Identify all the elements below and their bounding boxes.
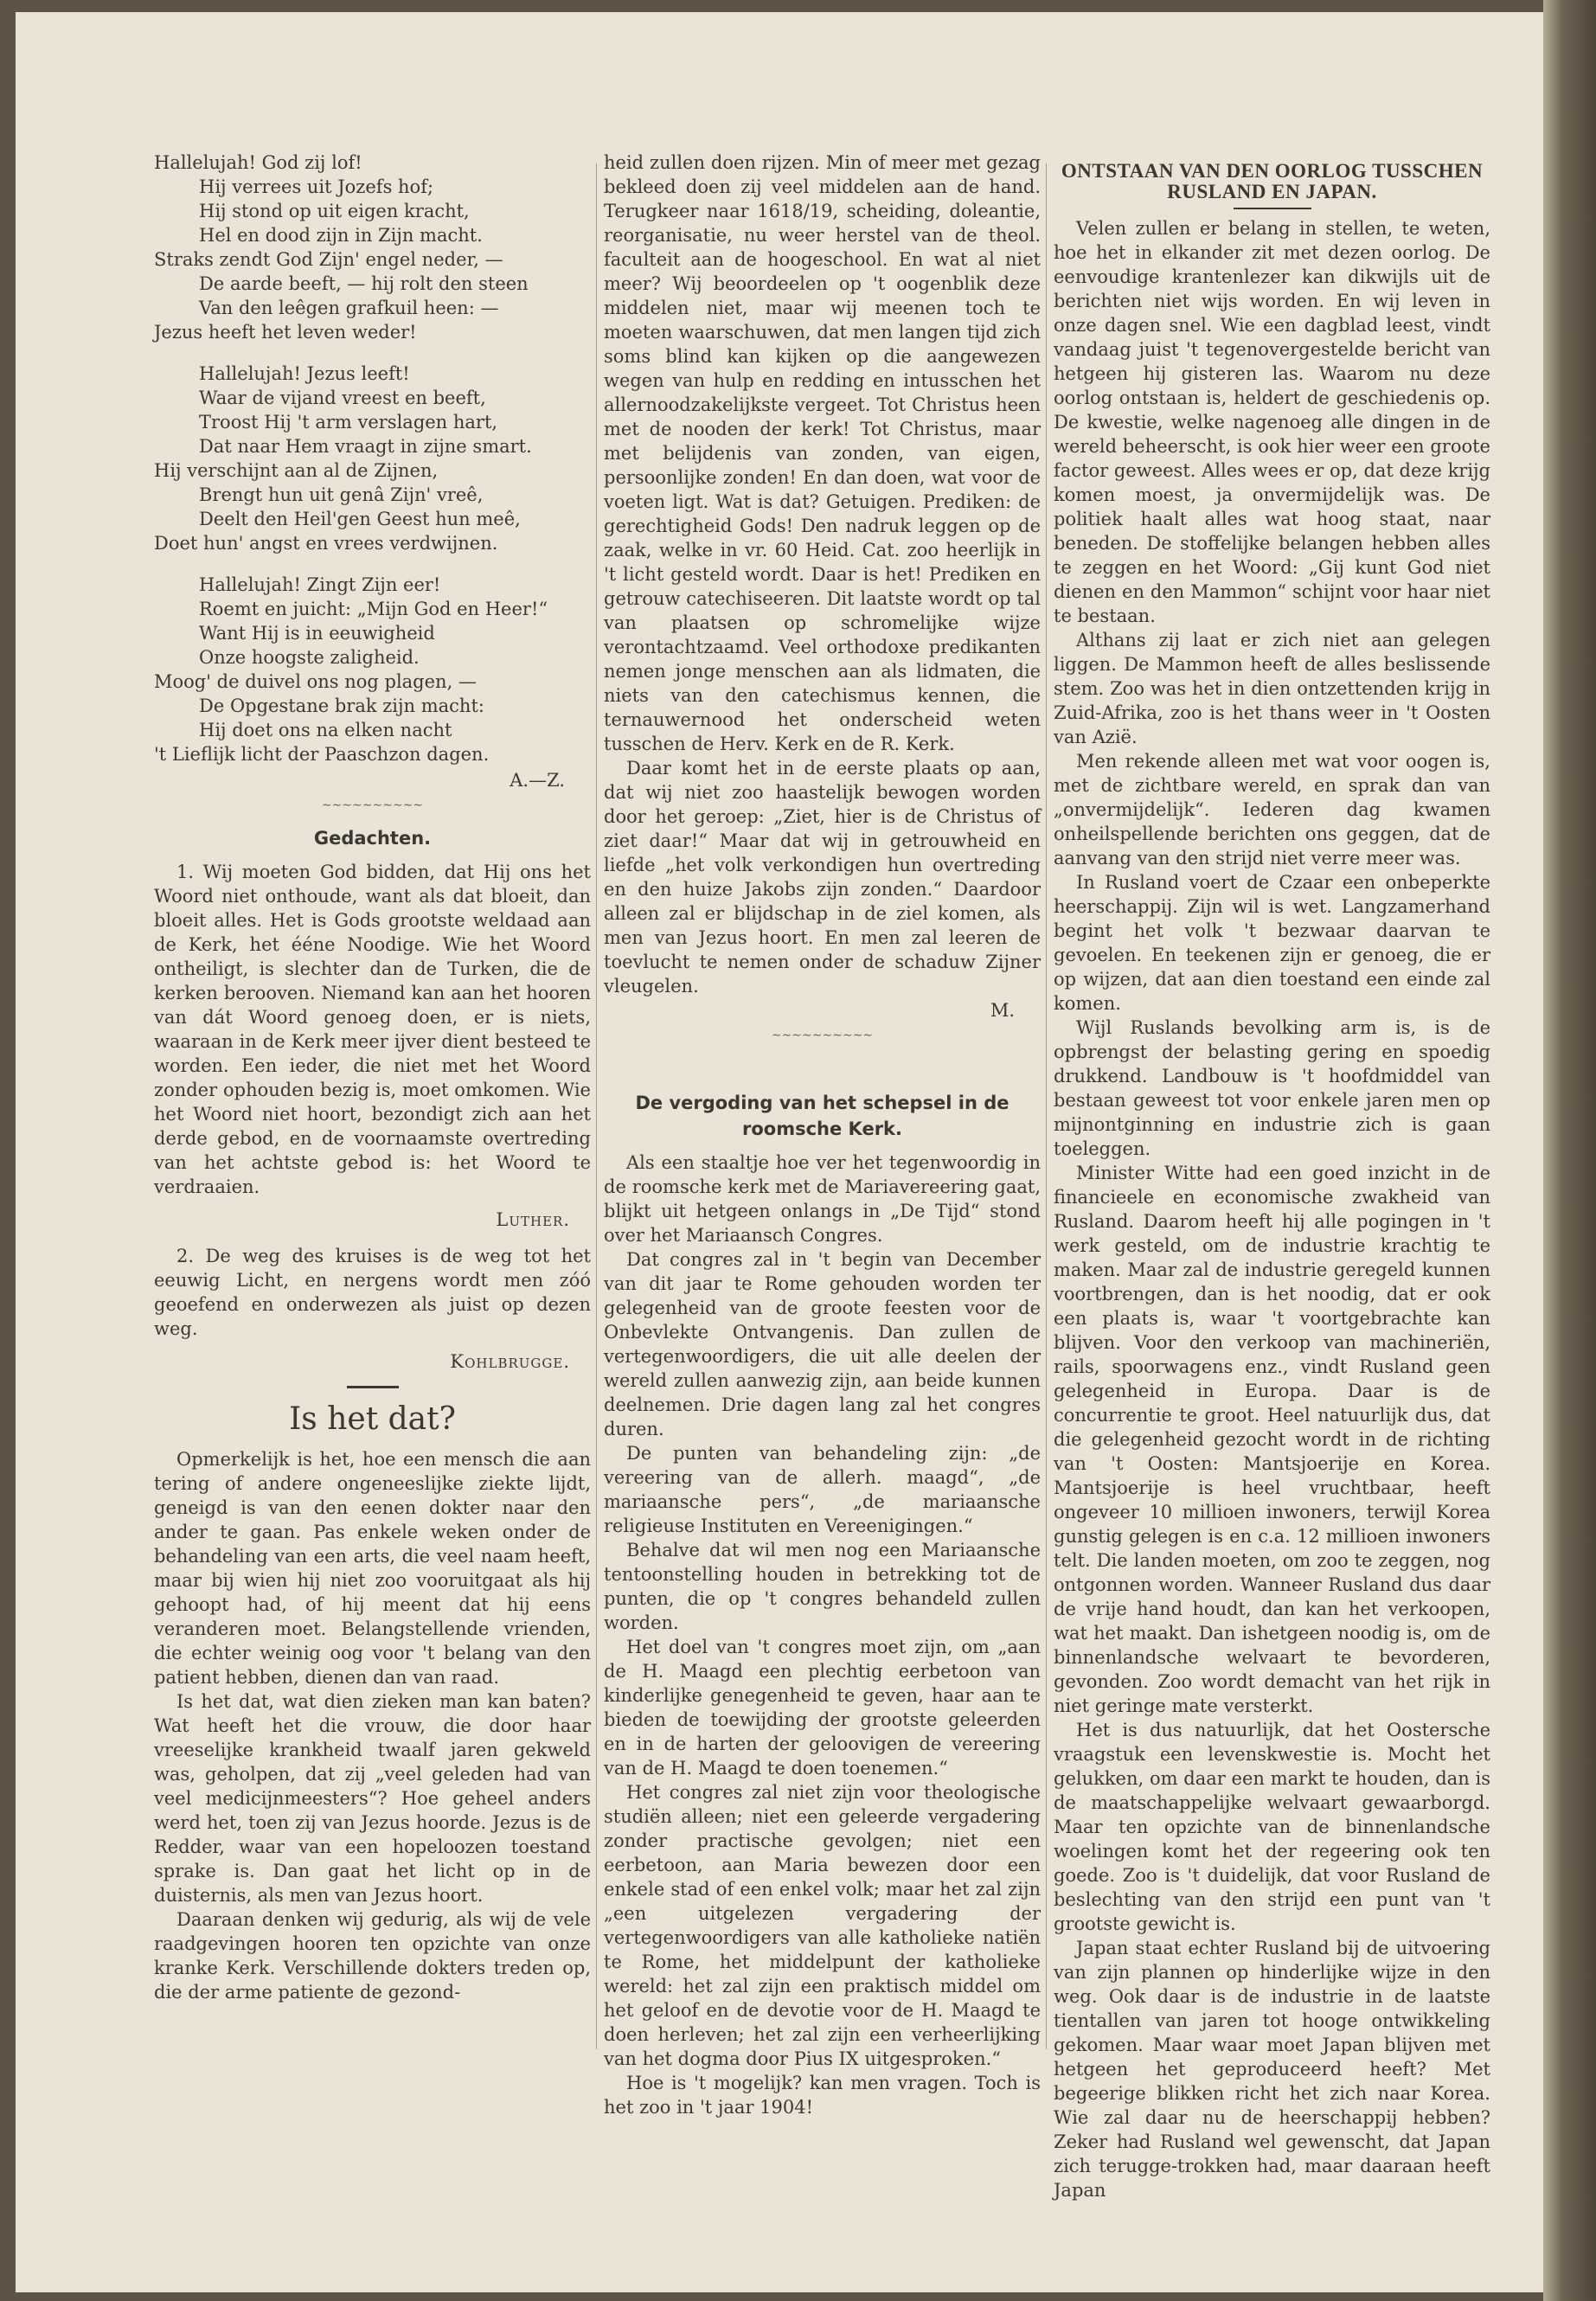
gedachten-1-signature: Luther. (496, 1209, 570, 1230)
is-het-dat-paragraph-1: Opmerkelijk is het, hoe een mensch die aan tering of andere ongeneeslijke ziekte lijdt, geneigd is van den eenen dokter naar den ander te gaan. Pas enkele weken onder de behandeling van een arts, die veel naam heeft, maar bij wien hij niet zoo vooruitgaat als hij gehoopt had, of hij meent dat hij eens veranderen moet. Belangstellende vrienden, die echter weinig oog voor 't belang van den patient hebben, dienen dan van raad. (154, 1449, 591, 1688)
poem-stanza-3 (154, 573, 591, 766)
poem-line: Roemt en juicht: „Mijn God en Heer!“ (199, 599, 548, 619)
binding-spine (1543, 0, 1596, 2301)
ornament-divider: ∼∼∼∼∼∼∼∼∼∼ (771, 1029, 874, 1042)
poem-line: Hij stond op uit eigen kracht, (199, 201, 470, 221)
oorlog-paragraph-8: Japan staat echter Rusland bij de uitvoering van zijn plannen op hinderlijke wijze in den weg. Ook daar is de industrie in de laatste tientallen van jaren tot hooge ontwikkeling gekomen. Maar waar moet Japan blijven met hetgeen het geproduceerd heeft? Met begeerige blikken richt het zich naar Korea. Wie zal daar nu de heerschappij hebben? Zeker had Rusland wel gewenscht, dat Japan zich terugge-trokken had, maar daaraan heeft Japan (1054, 1938, 1490, 2201)
poem-line: Hallelujah! Jezus leeft! (199, 363, 410, 384)
oorlog-paragraph-2: Althans zij laat er zich niet aan gelegen liggen. De Mammon heeft de alles beslissende stem. Zoo was het in dien ontzettenden krijg in Zuid-Afrika, zoo is het thans weer in 't Oosten van Azië. (1054, 630, 1490, 747)
gedachten-item-1: 1. Wij moeten God bidden, dat Hij ons het Woord niet onthoude, want als dat bloeit, dan bloeit alles. Het is Gods grootste weldaad aan de Kerk, het ééne Noodige. Wie het Woord ontheiligt, is slechter dan de Turken, die de kerken berooven. Niemand kan aan het hooren van dát Woord genoeg doen, er is niets, waaraan in de Kerk meer ijver dient besteed te worden. Een ieder, die niet met het Woord zonder ophouden bezig is, moet omkomen. Wie het Woord niet hoort, bezondigt zich aan het derde gebod, en de voornaamste overtreding van het achtste gebod is: het Woord te verdraaien. (154, 862, 591, 1197)
gedachten-2-signature: Kohlbrugge. (450, 1351, 570, 1372)
poem-line: Hel en dood zijn in Zijn macht. (199, 225, 483, 246)
poem-line: Hallelujah! God zij lof! (154, 152, 362, 173)
column-rule (1046, 163, 1047, 2049)
vergoding-paragraph-5: Het doel van 't congres moet zijn, om „aan de H. Maagd een plechtig eerbetoon van kinderlijke genegenheid te geven, haar aan te bieden de toewijding der grootste geleerden en in de harten der geloovigen de vereering van de H. Maagd te doen toenemen.“ (604, 1637, 1041, 1779)
poem-line: Hij doet ons na elken nacht (199, 720, 452, 740)
oorlog-paragraph-5: Wijl Ruslands bevolking arm is, is de opbrengst der belasting gering en spoedig drukkend. Landbouw is 't hoofdmiddel van bestaan geweest tot voor enkele jaren men op mijnontginning en industrie zich is gaan toeleggen. (1054, 1017, 1490, 1159)
gedachten-item-2: 2. De weg des kruises is de weg tot het eeuwig Licht, en nergens wordt men zóó geoefend en onderwezen als juist op dezen weg. (154, 1246, 591, 1339)
poem-line: Onze hoogste zaligheid. (199, 647, 420, 668)
heading-underline (1234, 208, 1311, 209)
column-3 (1054, 151, 1490, 2202)
oorlog-heading: ONTSTAAN VAN DEN OORLOG TUSSCHEN RUSLAND EN JAPAN. (1061, 160, 1484, 202)
poem-stanza-1 (154, 151, 591, 344)
oorlog-paragraph-4: In Rusland voert de Czaar een onbeperkte heerschappij. Zijn wil is wet. Langzamerhand begint het volk 't bezwaar daarvan te gevoelen. En teekenen zijn er genoeg, die er op wijzen, dat aan dien toestand een einde zal komen. (1054, 872, 1490, 1014)
oorlog-paragraph-6: Minister Witte had een goed inzicht in de financieele en economische zwakheid van Rusland. Daarom heeft hij alle pogingen in 't werk gesteld, om de industrie krachtig te maken. Maar zal de industrie geregeld kunnen voortbrengen, dan is het noodig, dat er ook een plaats is, waar 't voortgebrachte kan blijven. Voor den verkoop van machineriën, rails, spoorwagens enz., vindt Rusland geen gelegenheid in Europa. Daar is de concurrentie te groot. Heel natuurlijk dus, dat die gelegenheid gezocht wordt in de richting van 't Oosten: Mantsjoerije en Korea. Mantsjoerije is heel vruchtbaar, heeft ongeveer 10 millioen inwoners, terwijl Korea gunstig gelegen is en c.a. 12 millioen inwoners telt. Die landen moeten, om zoo te zeggen, nog ontgonnen worden. Wanneer Rusland dus daar de vrije hand houdt, dan kan het verkoopen, wat het maakt. Dan ishetgeen noodig is, om de binnenlandsche welvaart te bevorderen, gevonden. Zoo wordt demacht van het rijk in niet geringe mate versterkt. (1054, 1163, 1490, 1716)
section-divider (347, 1386, 399, 1388)
column-rule (596, 163, 597, 2049)
vergoding-paragraph-6: Het congres zal niet zijn voor theologische studiën alleen; niet een geleerde vergadering zonder practische gevolgen; niet een eerbetoon, aan Maria bewezen door een enkele stad of een enkel volk; maar het zal zijn „een uitgelezen vergadering der vertegenwoordigers van alle katholieke natiën te Rome, het middelpunt der katholieke wereld: het zal zijn een praktisch middel om het geloof en de devotie voor de H. Maagd te doen herleven; het zal zijn een verheerlijking van het dogma door Pius IX uitgesproken.“ (604, 1782, 1041, 2069)
is-het-dat-paragraph-3: Daaraan denken wij gedurig, als wij de vele raadgevingen hooren ten opzichte van onze kranke Kerk. Verschillende dokters treden op, die der arme patiente de gezond- (154, 1909, 591, 2003)
vergoding-paragraph-4: Behalve dat wil men nog een Mariaansche tentoonstelling houden in betrekking tot de punten, die op 't congres behandeld zullen worden. (604, 1540, 1041, 1633)
is-het-dat-heading: Is het dat? (289, 1401, 456, 1437)
poem-line: Hij verrees uit Jozefs hof; (199, 176, 434, 197)
poem-line: Van den leêgen grafkuil heen: — (199, 298, 499, 318)
poem-line: Troost Hij 't arm verslagen hart, (199, 412, 498, 433)
continued-paragraph-2: Daar komt het in de eerste plaats op aan, dat wij niet zoo haastelijk bewogen worden door het geroep: „Ziet, hier is de Christus of ziet daar!“ Maar dat wij in getrouwheid en liefde „het volk verkondigen hun overtreding en den huize Jakobs zijn zonden.“ Daardoor alleen zal er blijdschap in de ziel komen, als men van Jezus hoort. En men zal leeren de toevlucht te nemen onder de schaduw Zijner vleugelen. (604, 758, 1041, 997)
ornament-divider: ∼∼∼∼∼∼∼∼∼∼ (321, 798, 424, 812)
poem-line: Dat naar Hem vraagt in zijne smart. (199, 436, 532, 457)
vergoding-paragraph-3: De punten van behandeling zijn: „de vereering van de allerh. maagd“, „de mariaansche pers“, „de mariaansche religieuse Instituten en Vereenigingen.“ (604, 1443, 1041, 1536)
poem-line: Doet hun' angst en vrees verdwijnen. (154, 533, 498, 554)
poem-line: Want Hij is in eeuwigheid (199, 623, 435, 644)
continued-paragraph-1: heid zullen doen rijzen. Min of meer met gezag bekleed doen zij veel middelen aan de hand. Terugkeer naar 1618/19, scheiding, doleantie, reorganisatie, nu weer herstel van de theol. faculteit aan de hoogeschool. En wat al niet meer? Wij beoordeelen op 't oogenblik deze middelen niet, maar wij meenen toch te moeten waarschuwen, dat men langen tijd zich soms blind kan kijken op die aangewezen wegen van hulp en redding en intusschen het allernoodzakelijkste vergeet. Tot Christus heen met de nooden der kerk! Tot Christus, maar met belijdenis van zonden, van eigen, persoonlijke zonden! En dan doen, wat voor de voeten ligt. Wat is dat? Getuigen. Prediken: de gerechtigheid Gods! Den nadruk leggen op de zaak, welke in vr. 60 Heid. Cat. zoo heerlijk in 't licht gesteld wordt. Daar is het! Prediken en getrouw catechiseeren. Dit laatste wordt op tal van plaatsen op schromelijke wijze verontachtzaamd. Veel orthodoxe predikanten nemen jonge menschen aan als lidmaten, die niets van den catechismus kennen, die ternauwernood het onderscheid weten tusschen de Herv. Kerk en de R. Kerk. (604, 152, 1041, 754)
vergoding-paragraph-1: Als een staaltje hoe ver het tegenwoordig in de roomsche kerk met de Mariavereering gaat, blijkt uit hetgeen onlangs in „De Tijd“ stond over het Mariaansch Congres. (604, 1152, 1041, 1246)
poem-line: Hallelujah! Zingt Zijn eer! (199, 574, 441, 595)
continued-signature: M. (990, 1000, 1015, 1021)
gedachten-heading: Gedachten. (313, 828, 432, 849)
vergoding-paragraph-7: Hoe is 't mogelijk? kan men vragen. Toch is het zoo in 't jaar 1904! (604, 2073, 1041, 2118)
poem-line: De aarde beeft, — hij rolt den steen (199, 273, 529, 294)
poem-line: Brengt hun uit genâ Zijn' vreê, (199, 484, 484, 505)
poem-line: Jezus heeft het leven weder! (154, 322, 417, 343)
column-1 (154, 151, 591, 2004)
poem-line: De Opgestane brak zijn macht: (199, 695, 484, 716)
poem-line: Deelt den Heil'gen Geest hun meê, (199, 509, 521, 529)
oorlog-paragraph-3: Men rekende alleen met wat voor oogen is, met de zichtbare wereld, en sprak dan van „onvermijdelijk“. Iederen dag kwamen onheilspellende berichten ons geggen, dat de aanvang van den strijd niet verre meer was. (1054, 751, 1490, 868)
newspaper-page (16, 12, 1543, 2292)
column-2 (604, 151, 1041, 2119)
poem-stanza-2 (154, 362, 591, 555)
poem-line: Hij verschijnt aan al de Zijnen, (154, 460, 439, 481)
oorlog-paragraph-7: Het is dus natuurlijk, dat het Oostersche vraagstuk een levenskwestie is. Mocht het gelukken, om daar een markt te houden, dan is de maatschappelijke welvaart gewaarborgd. Maar ten opzichte van de binnenlandsche woelingen komt het der regeering ook ten goede. Zoo is 't duidelijk, dat voor Rusland de beslechting van den strijd een punt van 't grootste gewicht is. (1054, 1720, 1490, 1934)
oorlog-paragraph-1: Velen zullen er belang in stellen, te weten, hoe het in elkander zit met dezen oorlog. De eenvoudige krantenlezer kan dikwijls uit de berichten niet wijs worden. En wij leven in onze dagen snel. Wie een dagblad leest, vindt vandaag juist 't tegenovergestelde bericht van hetgeen hij gisteren las. Waarom nu deze oorlog ontstaan is, heldert de geschiedenis op. De kwestie, welke nagenoeg alle dingen in de wereld beheerscht, is ook hier weer een groote factor geweest. Alles wees er op, dat deze krijg komen moest, ja onvermijdelijk was. De politiek haalt alles wat hoog staat, naar beneden. De stoffelijke belangen hebben alles te zeggen en het Woord: „Gij kunt God niet dienen en den Mammon“ schijnt voor haar niet te bestaan. (1054, 218, 1491, 626)
poem-line: Moog' de duivel ons nog plagen, — (154, 671, 477, 692)
vergoding-heading: De vergoding van het schepsel in de roomsche Kerk. (635, 1093, 1010, 1139)
poem-line: 't Lieflijk licht der Paaschzon dagen. (154, 744, 490, 765)
poem-line: Straks zendt God Zijn' engel neder, — (154, 249, 503, 270)
vergoding-paragraph-2: Dat congres zal in 't begin van December van dit jaar te Rome gehouden worden ter gelegenheid van de groote feesten voor de Onbevlekte Ontvangenis. Dan zullen de vertegenwoordigers, die uit alle deelen der wereld zullen aanwezig zijn, aan beide kunnen deelnemen. Drie dagen lang zal het congres duren. (604, 1249, 1041, 1439)
poem-line: Waar de vijand vreest en beeft, (199, 388, 486, 408)
is-het-dat-paragraph-2: Is het dat, wat dien zieken man kan baten? Wat heeft het die vrouw, die door haar vreeselijke krankheid twaalf jaren gekweld was, geholpen, dat zij „veel geleden had van veel medicijnmeesters“? Hoe geheel anders werd het, toen zij van Jezus hoorde. Jezus is de Redder, waar van een hopeloozen toestand sprake is. Dan gaat het licht op in de duisternis, als men van Jezus hoort. (154, 1691, 591, 1906)
poem-signature: A.—Z. (510, 770, 565, 791)
